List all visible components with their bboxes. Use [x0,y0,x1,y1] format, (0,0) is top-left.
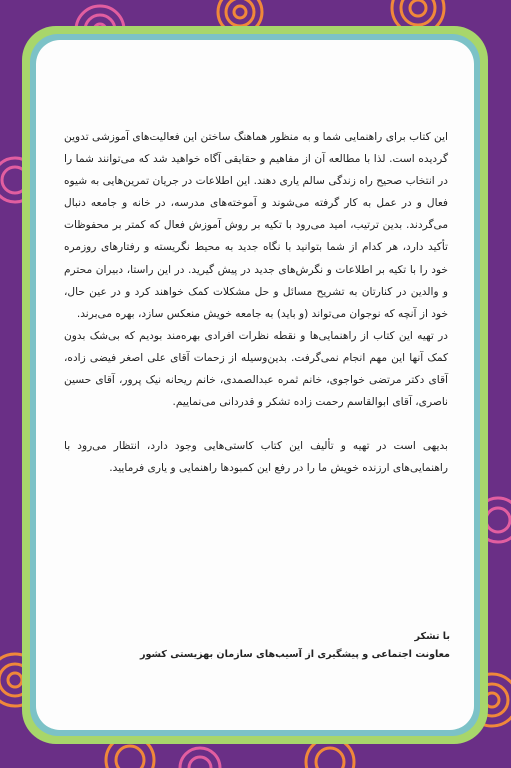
paragraph-closing: بدیهی است در تهیه و تألیف این کتاب کاستی‌هایی وجود دارد، انتظار می‌رود با راهنمایی‌های ارزنده خویش ما را در رفع این کمبودها راهنمایی و یاری فرمایید. [64,440,448,475]
signature-thanks: با تشکر [414,631,450,642]
body-text [64,126,448,479]
signature-organization: معاونت اجتماعی و پیشگیری از آسیب‌های سازمان بهزیستی کشور [139,649,450,660]
signature-block [60,628,450,664]
paragraph-intro: این کتاب برای راهنمایی شما و به منظور هماهنگ ساختن این فعالیت‌های آموزشی تدوین گردیده است. لذا با مطالعه آن از مفاهیم و حقایقی آگاه خواهید شد که می‌توانند شما را در انتخاب صحیح راه زندگی سالم یاری دهند. این اطلاعات در جریان تمرین‌هایی به شیوه فعال و در عمل به کار گرفته می‌شوند و آموخته‌های مدرسه، در خانه و جامعه دنبال می‌گردند. بدین ترتیب، امید می‌رود با تکیه بر روش آموزش فعال که کمتر بر محفوظات تأکید دارد، هر کدام از شما بتوانید با نگاه جدید به محیط نگریسته و رفتارهای روزمره خود را با تکیه بر اطلاعات و نگرش‌های جدید در پیش گیرید. در این راستا، دبیران محترم و والدین در کنارتان به تشریح مسائل و حل مشکلات کمک خواهند کرد و در عین حال، خود از آنچه که نوجوان می‌تواند (و باید) به جامعه خویش منعکس سازد، بهره می‌برند. [64,131,448,320]
paragraph-acknowledgements: در تهیه این کتاب از راهنمایی‌ها و نقطه نظرات افرادی بهره‌مند بودیم که بی‌شک بدون کمک آنها این مهم انجام نمی‌گرفت. بدین‌وسیله از زحمات آقای علی اصغر فیضی زاده، آقای دکتر مرتضی خواجوی، خانم ثمره عبدالصمدی، خانم ریحانه نیک پرور، آقای حسین ناصری، آقای ابوالقاسم رحمت زاده تشکر و قدردانی می‌نماییم. [64,329,448,409]
